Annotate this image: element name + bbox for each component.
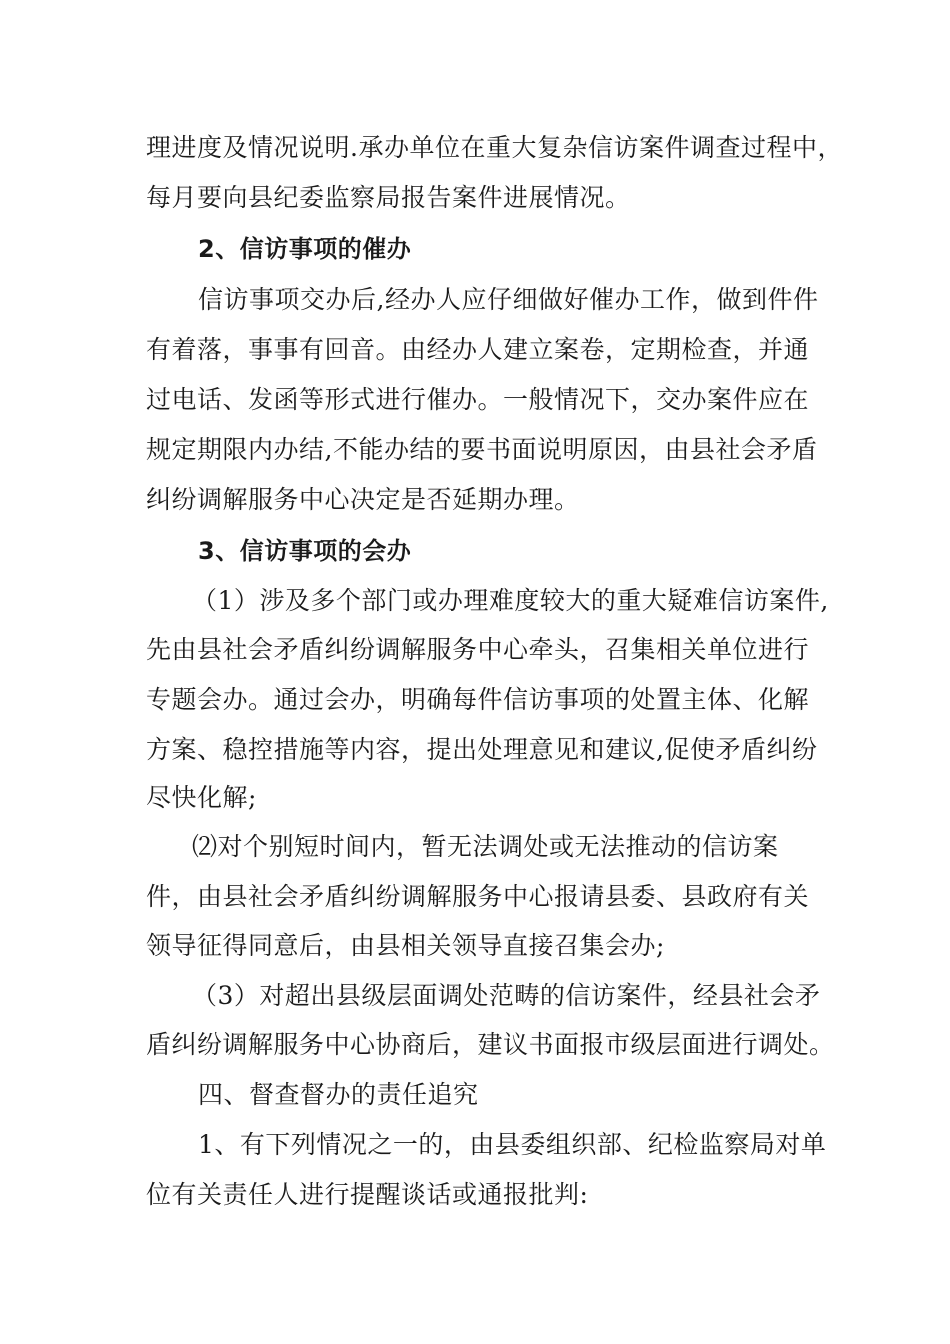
paragraph-line: 盾纠纷调解服务中心协商后，建议书面报市级层面进行调处。 bbox=[146, 1030, 835, 1059]
list-item-line: （3）对超出县级层面调处范畴的信访案件，经县社会矛 bbox=[192, 981, 821, 1010]
paragraph-line: 方案、稳控措施等内容，提出处理意见和建议,促使矛盾纠纷 bbox=[146, 735, 818, 764]
paragraph-line: 纠纷调解服务中心决定是否延期办理。 bbox=[146, 485, 580, 514]
paragraph-line: 件，由县社会矛盾纠纷调解服务中心报请县委、县政府有关 bbox=[146, 882, 810, 911]
paragraph-line: 信访事项交办后,经办人应仔细做好催办工作，做到件件 bbox=[198, 285, 819, 314]
paragraph-line: 规定期限内办结,不能办结的要书面说明原因，由县社会矛盾 bbox=[146, 435, 818, 464]
paragraph-line: 过电话、发函等形式进行催办。一般情况下，交办案件应在 bbox=[146, 385, 810, 414]
paragraph-line: 1、有下列情况之一的，由县委组织部、纪检监察局对单 bbox=[198, 1130, 827, 1159]
paragraph-line: 理进度及情况说明.承办单位在重大复杂信访案件调查过程中， bbox=[146, 133, 843, 162]
paragraph-line: 每月要向县纪委监察局报告案件进展情况。 bbox=[146, 183, 631, 212]
paragraph-line: 先由县社会矛盾纠纷调解服务中心牵头，召集相关单位进行 bbox=[146, 635, 810, 664]
paragraph-line: 有着落，事事有回音。由经办人建立案卷，定期检查，并通 bbox=[146, 335, 810, 364]
paragraph-line: 领导征得同意后，由县相关领导直接召集会办; bbox=[146, 931, 665, 960]
list-item-line: （1）涉及多个部门或办理难度较大的重大疑难信访案件, bbox=[192, 586, 829, 615]
section-heading-accountability: 四、督查督办的责任追究 bbox=[198, 1080, 479, 1109]
list-item-line: ⑵对个别短时间内，暂无法调处或无法推动的信访案 bbox=[192, 832, 779, 861]
subsection-heading-urging: 2、信访事项的催办 bbox=[198, 235, 412, 263]
paragraph-line: 尽快化解; bbox=[146, 783, 257, 812]
paragraph-line: 专题会办。通过会办，明确每件信访事项的处置主体、化解 bbox=[146, 685, 810, 714]
subsection-heading-joint-handling: 3、信访事项的会办 bbox=[198, 537, 412, 565]
paragraph-line: 位有关责任人进行提醒谈话或通报批判: bbox=[146, 1180, 589, 1209]
